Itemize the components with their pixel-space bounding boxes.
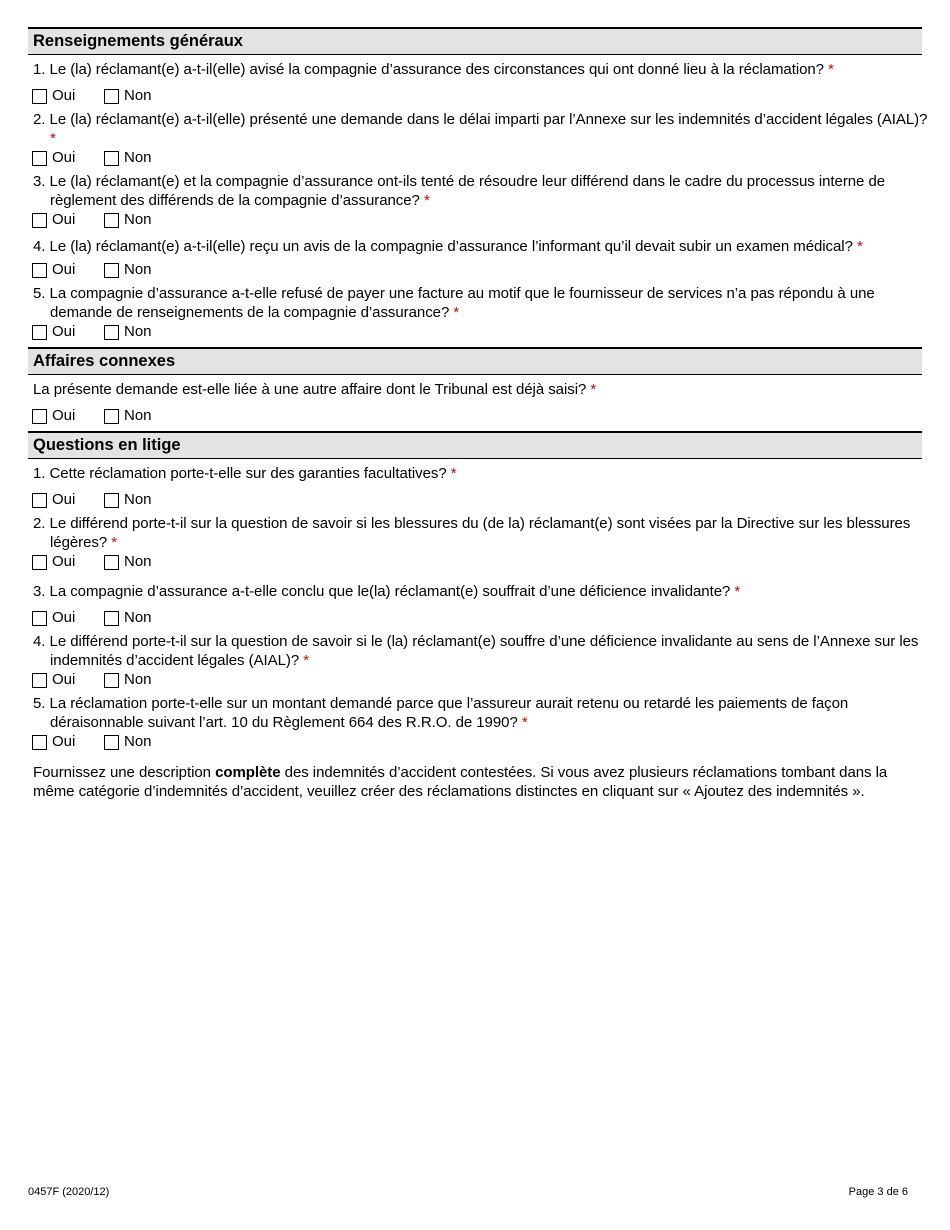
section-header-issues: Questions en litige	[28, 431, 922, 459]
checkbox-box[interactable]	[104, 325, 119, 340]
required-marker: *	[111, 534, 118, 551]
question-general-2: 2. Le (la) réclamant(e) a-t-il(elle) présenté une demande dans le délai imparti par l’Annexe sur les indemnités d’accident légales (AIAL)? *	[33, 111, 928, 147]
description-instructions: Fournissez une description complète des indemnités d’accident contestées. Si vous avez plusieurs réclamations tombant dans la même catégorie d’indemnités d’accident, veuillez créer des réclamations distinctes en cliquant sur « Ajoutez des indemnités ».	[33, 764, 888, 800]
option-label: Non	[124, 733, 152, 750]
question-general-3: 3. Le (la) réclamant(e) et la compagnie d’assurance ont-ils tenté de résoudre leur différend dans le cadre du processus interne de règlement des différends de la compagnie d’assurance? *	[33, 173, 886, 209]
required-marker: *	[734, 583, 741, 600]
option-label: Oui	[52, 211, 76, 228]
question-related-1: La présente demande est-elle liée à une autre affaire dont le Tribunal est déjà saisi? *	[33, 381, 597, 398]
checkbox-box[interactable]	[32, 325, 47, 340]
checkbox-oui[interactable]	[32, 87, 75, 105]
question-issues-3: 3. La compagnie d’assurance a-t-elle conclu que le(la) réclamant(e) souffrait d’une déficience invalidante? *	[33, 583, 741, 600]
checkbox-box[interactable]	[104, 89, 119, 104]
checkbox-box[interactable]	[104, 611, 119, 626]
option-label: Non	[124, 407, 152, 424]
required-marker: *	[450, 465, 457, 482]
option-label: Oui	[52, 149, 76, 166]
checkbox-box[interactable]	[32, 673, 47, 688]
checkbox-oui[interactable]	[32, 553, 75, 571]
question-general-1: 1. Le (la) réclamant(e) a-t-il(elle) avisé la compagnie d’assurance des circonstances qui ont donné lieu à la réclamation? *	[33, 61, 834, 78]
question-general-5: 5. La compagnie d’assurance a-t-elle refusé de payer une facture au motif que le fournisseur de services n’a pas répondu à une demande de renseignements de la compagnie d’assurance? *	[33, 285, 875, 321]
checkbox-box[interactable]	[104, 213, 119, 228]
checkbox-box[interactable]	[104, 409, 119, 424]
checkbox-box[interactable]	[32, 611, 47, 626]
checkbox-oui[interactable]	[32, 261, 75, 279]
checkbox-box[interactable]	[104, 555, 119, 570]
checkbox-non[interactable]	[104, 733, 152, 751]
checkbox-box[interactable]	[32, 493, 47, 508]
required-marker: *	[453, 304, 460, 321]
option-label: Oui	[52, 323, 76, 340]
checkbox-oui[interactable]	[32, 149, 75, 167]
checkbox-non[interactable]	[104, 407, 152, 425]
required-marker: *	[828, 61, 834, 78]
checkbox-box[interactable]	[32, 735, 47, 750]
checkbox-box[interactable]	[104, 151, 119, 166]
checkbox-box[interactable]	[32, 263, 47, 278]
option-label: Oui	[52, 491, 76, 508]
option-label: Oui	[52, 87, 76, 104]
option-label: Non	[124, 87, 152, 104]
option-label: Oui	[52, 261, 76, 278]
option-label: Oui	[52, 733, 76, 750]
checkbox-oui[interactable]	[32, 407, 75, 425]
option-label: Non	[124, 491, 152, 508]
checkbox-oui[interactable]	[32, 733, 75, 751]
required-marker: *	[521, 714, 528, 731]
checkbox-non[interactable]	[104, 211, 152, 229]
option-label: Non	[124, 671, 152, 688]
option-label: Oui	[52, 609, 76, 626]
checkbox-box[interactable]	[32, 151, 47, 166]
description-emphasis: complète	[215, 764, 281, 781]
required-marker: *	[50, 130, 56, 147]
checkbox-box[interactable]	[104, 493, 119, 508]
option-label: Non	[124, 609, 152, 626]
checkbox-oui[interactable]	[32, 211, 75, 229]
option-label: Oui	[52, 553, 76, 570]
option-label: Non	[124, 553, 152, 570]
page-number: Page 3 de 6	[848, 1186, 908, 1198]
checkbox-non[interactable]	[104, 671, 152, 689]
question-issues-1: 1. Cette réclamation porte-t-elle sur des garanties facultatives? *	[33, 465, 457, 482]
checkbox-non[interactable]	[104, 149, 152, 167]
checkbox-box[interactable]	[104, 673, 119, 688]
required-marker: *	[857, 238, 863, 255]
option-label: Oui	[52, 407, 76, 424]
option-label: Non	[124, 323, 152, 340]
question-issues-4: 4. Le différend porte-t-il sur la question de savoir si le (la) réclamant(e) souffre d’une déficience invalidante au sens de l’Annexe sur les indemnités d’accident légales (AIAL)? *	[33, 633, 919, 669]
question-issues-5: 5. La réclamation porte-t-elle sur un montant demandé parce que l’assureur aurait retenu ou retardé les paiements de façon déraisonnable suivant l’art. 10 du Règlement 664 des R.R.O. de 1990? *	[33, 695, 849, 731]
checkbox-box[interactable]	[32, 89, 47, 104]
checkbox-non[interactable]	[104, 261, 152, 279]
checkbox-oui[interactable]	[32, 323, 75, 341]
checkbox-box[interactable]	[32, 213, 47, 228]
question-issues-2: 2. Le différend porte-t-il sur la question de savoir si les blessures du (de la) réclamant(e) sont visées par la Directive sur les blessures légères? *	[33, 515, 911, 551]
question-general-4: 4. Le (la) réclamant(e) a-t-il(elle) reçu un avis de la compagnie d’assurance l’informant qu’il devait subir un examen médical? *	[33, 238, 863, 255]
checkbox-oui[interactable]	[32, 609, 75, 627]
checkbox-non[interactable]	[104, 553, 152, 571]
checkbox-non[interactable]	[104, 323, 152, 341]
option-label: Non	[124, 149, 152, 166]
checkbox-non[interactable]	[104, 87, 152, 105]
option-label: Non	[124, 211, 152, 228]
checkbox-non[interactable]	[104, 609, 152, 627]
required-marker: *	[590, 381, 597, 398]
checkbox-box[interactable]	[104, 263, 119, 278]
checkbox-box[interactable]	[32, 555, 47, 570]
section-header-general: Renseignements généraux	[28, 27, 922, 55]
option-label: Oui	[52, 671, 76, 688]
section-header-related: Affaires connexes	[28, 347, 922, 375]
checkbox-oui[interactable]	[32, 671, 75, 689]
checkbox-box[interactable]	[32, 409, 47, 424]
form-number: 0457F (2020/12)	[28, 1186, 110, 1198]
required-marker: *	[303, 652, 310, 669]
checkbox-non[interactable]	[104, 491, 152, 509]
checkbox-oui[interactable]	[32, 491, 75, 509]
option-label: Non	[124, 261, 152, 278]
checkbox-box[interactable]	[104, 735, 119, 750]
required-marker: *	[423, 192, 430, 209]
